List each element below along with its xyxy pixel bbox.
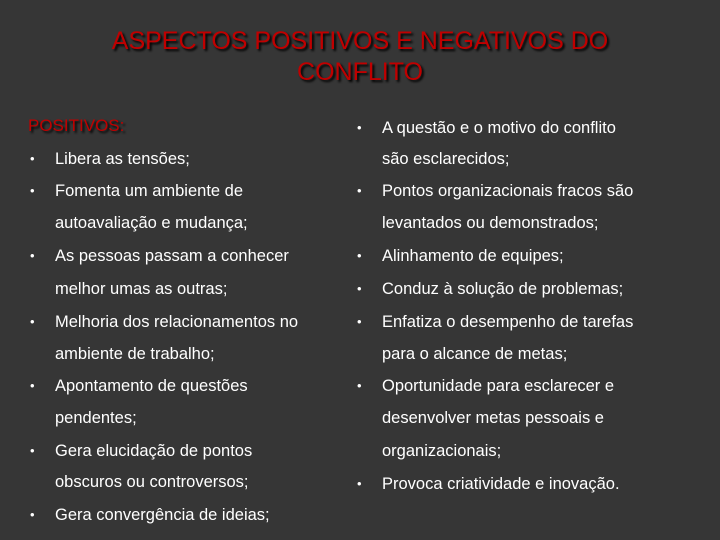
list-item: Alinhamento de equipes; <box>382 247 564 265</box>
bullet: • <box>357 281 362 296</box>
list-item: Enfatiza o desempenho de tarefas <box>382 313 634 331</box>
bullet: • <box>357 120 362 135</box>
slide-title <box>0 26 720 88</box>
list-item: Gera elucidação de pontos <box>55 442 253 460</box>
bullet: • <box>357 183 362 198</box>
list-item-continuation: autoavaliação e mudança; <box>55 214 248 232</box>
list-item-continuation: melhor umas as outras; <box>55 280 228 298</box>
list-item-continuation: levantados ou demonstrados; <box>382 214 599 232</box>
list-item: Provoca criatividade e inovação. <box>382 475 620 493</box>
bullet: • <box>30 248 35 263</box>
list-item: Gera convergência de ideias; <box>55 506 270 524</box>
bullet: • <box>30 443 35 458</box>
list-item-continuation: obscuros ou controversos; <box>55 473 249 491</box>
list-item: Melhoria dos relacionamentos no <box>55 313 299 331</box>
title-line-2: CONFLITO <box>297 58 423 86</box>
title-line-1: ASPECTOS POSITIVOS E NEGATIVOS DO <box>111 27 609 55</box>
bullet: • <box>30 507 35 522</box>
list-item: A questão e o motivo do conflito <box>382 119 616 137</box>
list-item-continuation: pendentes; <box>55 409 137 427</box>
list-item: Conduz à solução de problemas; <box>382 280 624 298</box>
list-item-continuation: organizacionais; <box>382 442 502 460</box>
bullet: • <box>357 248 362 263</box>
list-item-continuation: são esclarecidos; <box>382 150 510 168</box>
list-item: As pessoas passam a conhecer <box>55 247 289 265</box>
bullet: • <box>357 314 362 329</box>
list-item-continuation: ambiente de trabalho; <box>55 345 215 363</box>
bullet: • <box>357 378 362 393</box>
positives-heading: POSITIVOS: <box>28 116 125 135</box>
bullet: • <box>30 183 35 198</box>
list-item-continuation: para o alcance de metas; <box>382 345 568 363</box>
list-item-continuation: desenvolver metas pessoais e <box>382 409 604 427</box>
bullet: • <box>357 476 362 491</box>
list-item: Libera as tensões; <box>55 150 190 168</box>
list-item: Apontamento de questões <box>55 377 248 395</box>
list-item: Fomenta um ambiente de <box>55 182 244 200</box>
list-item: Oportunidade para esclarecer e <box>382 377 615 395</box>
list-item: Pontos organizacionais fracos são <box>382 182 634 200</box>
bullet: • <box>30 314 35 329</box>
bullet: • <box>30 378 35 393</box>
bullet: • <box>30 151 35 166</box>
